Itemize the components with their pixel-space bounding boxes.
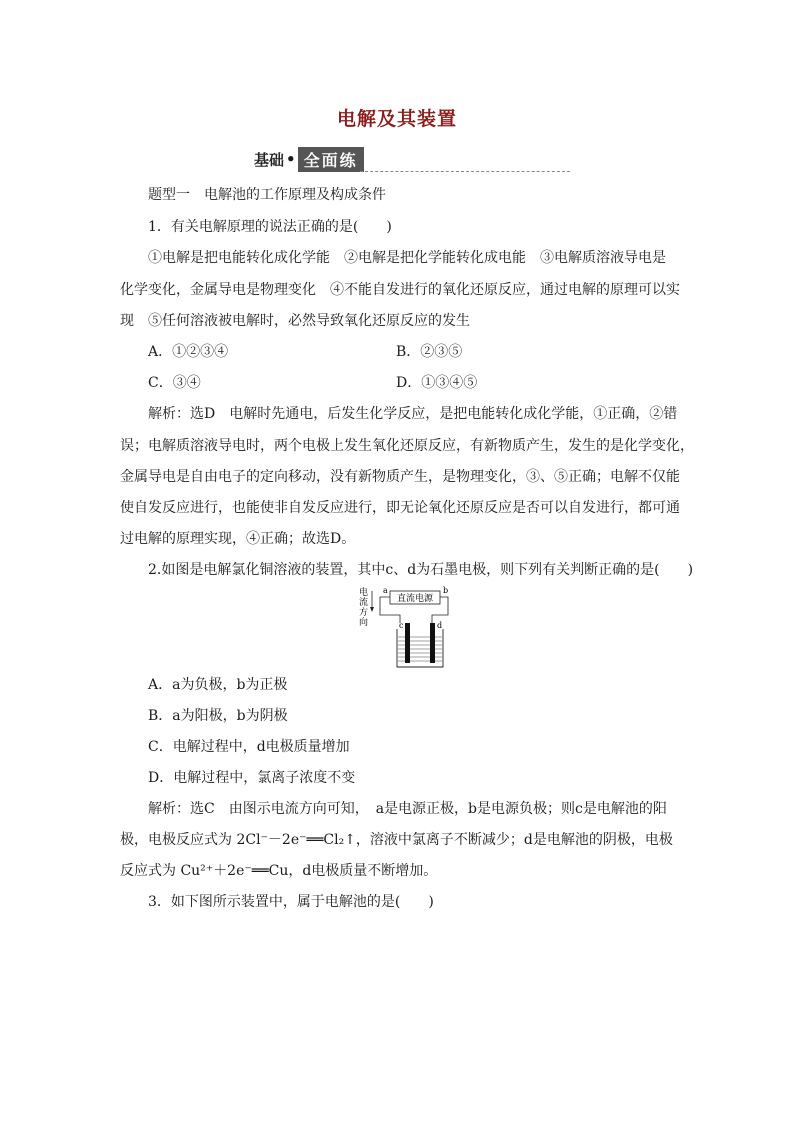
current-label-4: 向 <box>359 618 369 628</box>
electrode-d <box>430 623 435 663</box>
banner-prefix: 基础 <box>254 150 285 169</box>
current-arrow-head <box>370 607 374 612</box>
q2-analysis-line: 解析：选C 由图示电流方向可知， a是电源正极，b是电源负极；则c是电解池的阳 <box>148 801 667 817</box>
power-source-label: 直流电源 <box>396 594 434 604</box>
page-title: 电解及其装置 <box>336 108 457 130</box>
current-label-1: 电 <box>359 588 369 598</box>
q1-body-line: 化学变化，金属导电是物理变化 ④不能自发进行的氧化还原反应，通过电解的原理可以实 <box>120 282 680 298</box>
terminal-a-label: a <box>383 586 388 595</box>
q1-option-c: C．③④ <box>148 375 201 391</box>
current-label-3: 方 <box>359 608 369 618</box>
q1-body-line: ①电解是把电能转化成化学能 ②电解是把化学能转化成电能 ③电解质溶液导电是 <box>148 250 666 266</box>
beaker <box>397 629 443 667</box>
banner-boxed-label: 全面练 <box>298 147 364 172</box>
q1-analysis-line: 金属导电是自由电子的定向移动，没有新物质产生，是物理变化，③、⑤正确；电解不仅能 <box>120 469 680 485</box>
solution <box>398 637 442 661</box>
banner-divider <box>360 171 570 172</box>
q1-option-a: A．①②③④ <box>148 344 229 360</box>
q2-analysis-line: 极，电极反应式为 2Cl⁻－2e⁻══Cl₂↑，溶液中氯离子不断减少；d是电解池的阴极，电极 <box>120 832 673 848</box>
q2-option-a: A．a为负极，b为正极 <box>148 677 288 693</box>
q1-analysis-line: 误；电解质溶液导电时，两个电极上发生氧化还原反应，有新物质产生，发生的是化学变化， <box>120 438 694 454</box>
section-banner <box>254 146 364 172</box>
terminal-b-label: b <box>443 586 449 595</box>
q2-analysis-line: 反应式为 Cu²⁺＋2e⁻══Cu，d电极质量不断增加。 <box>120 863 438 879</box>
q1-stem: 1．有关电解原理的说法正确的是( ) <box>148 219 392 235</box>
q2-option-b: B．a为阳极，b为阴极 <box>148 708 288 724</box>
q2-option-d: D．电解过程中，氯离子浓度不变 <box>148 770 356 786</box>
q1-analysis-line: 使自发反应进行，也能使非自发反应进行，即无论氧化还原反应是否可以自发进行，都可通 <box>120 500 680 516</box>
electrolysis-diagram <box>355 585 455 670</box>
q1-body-line: 现 ⑤任何溶液被电解时，必然导致氧化还原反应的发生 <box>120 313 470 329</box>
q1-option-b: B．②③⑤ <box>396 344 463 360</box>
banner-dot: • <box>286 150 296 168</box>
q1-analysis-line: 解析：选D 电解时先通电，后发生化学反应，是把电能转化成化学能，①正确，②错 <box>148 406 678 422</box>
q3-stem: 3．如下图所示装置中，属于电解池的是( ) <box>148 894 434 910</box>
electrode-d-label: d <box>437 621 443 630</box>
section-heading: 题型一 电解池的工作原理及构成条件 <box>148 187 386 203</box>
q2-stem: 2.如图是电解氯化铜溶液的装置，其中c、d为石墨电极，则下列有关判断正确的是( ) <box>148 562 694 578</box>
electrode-c <box>405 623 410 663</box>
current-label-2: 流 <box>359 598 369 608</box>
q1-analysis-line: 过电解的原理实现，④正确；故选D。 <box>120 531 356 547</box>
q2-option-c: C．电解过程中，d电极质量增加 <box>148 739 350 755</box>
electrode-c-label: c <box>399 621 404 630</box>
q1-option-d: D．①③④⑤ <box>396 375 478 391</box>
